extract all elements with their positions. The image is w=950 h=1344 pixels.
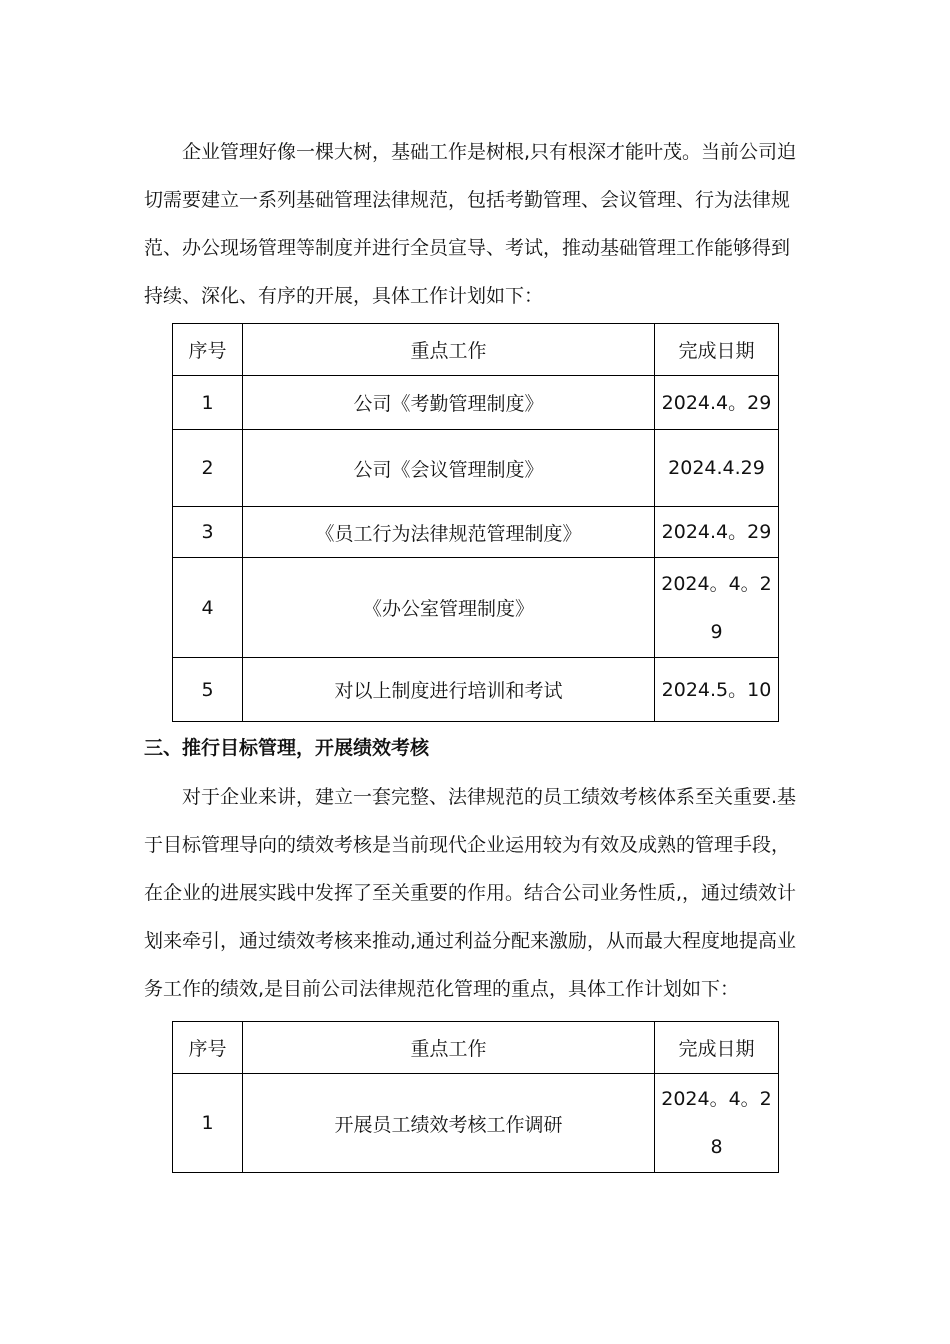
performance-table (172, 1021, 779, 1173)
row-date (655, 507, 779, 558)
table-row (173, 507, 779, 558)
table-row (173, 558, 779, 658)
row-date-text: 2024.5。10 (661, 678, 772, 701)
section-heading: 三、推行目标管理，开展绩效考核 (144, 737, 430, 759)
row-date-text: 2024。4。28 (661, 1088, 772, 1158)
table-row (173, 376, 779, 430)
intro-paragraph (144, 128, 804, 320)
header-no: 序号 (173, 324, 243, 376)
row-task: 公司《会议管理制度》 (243, 430, 655, 507)
paragraph-line: 于目标管理导向的绩效考核是当前现代企业运用较为有效及成熟的管理手段， (144, 834, 791, 856)
row-no: 1 (173, 1074, 243, 1173)
row-date-text: 2024.4。29 (661, 391, 772, 414)
row-no: 5 (173, 658, 243, 722)
row-task: 开展员工绩效考核工作调研 (243, 1074, 655, 1173)
row-no: 2 (173, 430, 243, 507)
paragraph-line: 范、办公现场管理等制度并进行全员宣导、考试，推动基础管理工作能够得到 (144, 237, 791, 259)
table-header-row (173, 324, 779, 376)
table-row (173, 1074, 779, 1173)
paragraph-line: 切需要建立一系列基础管理法律规范，包括考勤管理、会议管理、行为法律规 (144, 189, 791, 211)
paragraph-line: 在企业的进展实践中发挥了至关重要的作用。结合公司业务性质,，通过绩效计 (144, 882, 797, 904)
header-date: 完成日期 (655, 1022, 779, 1074)
row-date (655, 430, 779, 507)
row-date (655, 376, 779, 430)
paragraph-line: 务工作的绩效,是目前公司法律规范化管理的重点，具体工作计划如下： (144, 978, 740, 1000)
basic-management-table (172, 323, 779, 722)
row-date (655, 1074, 779, 1173)
row-task: 对以上制度进行培训和考试 (243, 658, 655, 722)
table-row (173, 658, 779, 722)
performance-paragraph (144, 773, 804, 1013)
row-task: 公司《考勤管理制度》 (243, 376, 655, 430)
row-date (655, 658, 779, 722)
header-no: 序号 (173, 1022, 243, 1074)
header-task: 重点工作 (243, 1022, 655, 1074)
row-no: 1 (173, 376, 243, 430)
paragraph-line: 企业管理好像一棵大树，基础工作是树根,只有根深才能叶茂。当前公司迫 (182, 141, 797, 163)
row-no: 3 (173, 507, 243, 558)
header-date: 完成日期 (655, 324, 779, 376)
header-task: 重点工作 (243, 324, 655, 376)
row-date-text: 2024。4。29 (661, 572, 772, 643)
paragraph-line: 对于企业来讲，建立一套完整、法律规范的员工绩效考核体系至关重要.基 (182, 786, 797, 808)
row-task: 《办公室管理制度》 (243, 558, 655, 658)
paragraph-line: 划来牵引，通过绩效考核来推动,通过利益分配来激励，从而最大程度地提高业 (144, 930, 797, 952)
paragraph-line: 持续、深化、有序的开展，具体工作计划如下： (144, 285, 544, 307)
table-row (173, 430, 779, 507)
row-task: 《员工行为法律规范管理制度》 (243, 507, 655, 558)
row-date (655, 558, 779, 658)
row-date-text: 2024.4.29 (668, 457, 765, 479)
table-header-row (173, 1022, 779, 1074)
row-date-text: 2024.4。29 (661, 521, 772, 543)
row-no: 4 (173, 558, 243, 658)
